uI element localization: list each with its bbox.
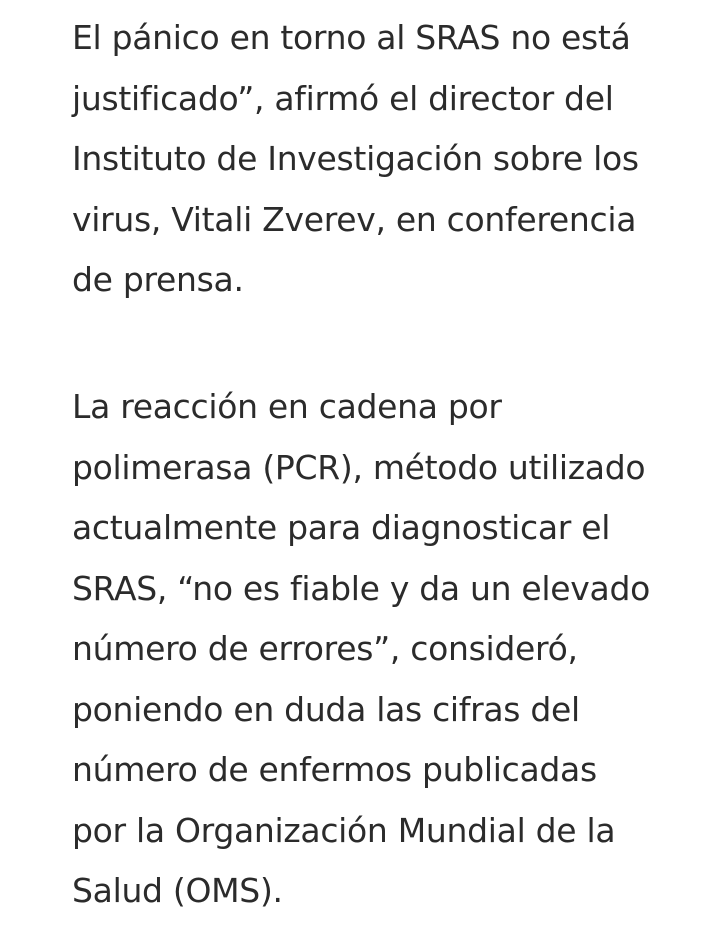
paragraph-line: poniendo en duda las cifras del <box>72 689 580 729</box>
paragraph-line: Instituto de Investigación sobre los <box>72 139 639 178</box>
paragraph-line: número de enfermos publicadas <box>72 750 597 789</box>
paragraph-line: de prensa. <box>72 260 244 299</box>
paragraph-line: por la Organización Mundial de la <box>72 810 616 850</box>
paragraph-2 <box>72 377 650 922</box>
paragraph-line: Salud (OMS). <box>72 871 283 910</box>
paragraph-line: El pánico en torno al SRAS no está <box>72 18 631 57</box>
paragraph-line: La reacción en cadena por <box>72 387 502 426</box>
paragraph-line: virus, Vitali Zverev, en conferencia <box>72 199 637 239</box>
paragraph-line: polimerasa (PCR), método utilizado <box>72 447 646 487</box>
paragraph-1 <box>72 8 639 311</box>
paragraph-line: número de errores”, consideró, <box>72 629 578 668</box>
paragraph-line: justificado”, afirmó el director del <box>72 78 614 118</box>
paragraph-line: actualmente para diagnosticar el <box>72 508 611 547</box>
paragraph-line: SRAS, “no es fiable y da un elevado <box>72 568 650 608</box>
